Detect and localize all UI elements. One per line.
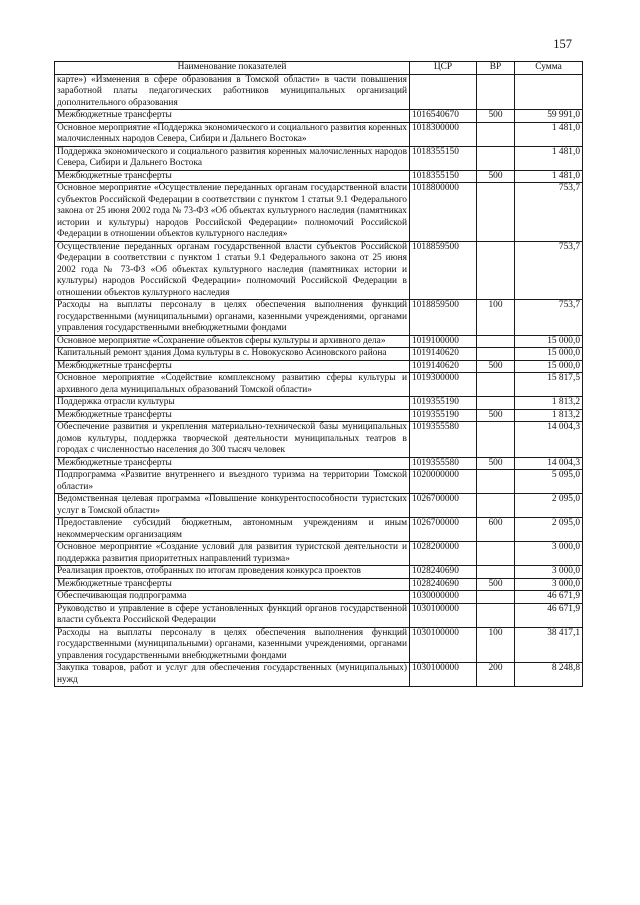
cell-name: Расходы на выплаты персоналу в целях обеспечения выполнения функций государственными (муниципальными) органами, казенными учреждениями, органами управления государственными внебюджетными фондами (55, 300, 410, 336)
cell-csr: 1030100000 (410, 663, 477, 687)
cell-name: Межбюджетные трансферты (55, 578, 410, 591)
cell-csr: 1026700000 (410, 518, 477, 542)
cell-csr: 1018859500 (410, 241, 477, 300)
cell-vr: 600 (477, 518, 515, 542)
cell-vr: 500 (477, 409, 515, 422)
cell-csr: 1030100000 (410, 627, 477, 663)
table-row (55, 542, 583, 566)
cell-csr: 1030000000 (410, 591, 477, 604)
cell-csr: 1019140620 (410, 348, 477, 361)
cell-vr (477, 494, 515, 518)
budget-table (54, 61, 583, 687)
cell-vr (477, 348, 515, 361)
cell-vr (477, 422, 515, 458)
cell-sum: 1 813,2 (515, 409, 583, 422)
cell-csr: 1028240690 (410, 566, 477, 579)
cell-vr (477, 373, 515, 397)
cell-csr: 1018355150 (410, 170, 477, 183)
cell-sum: 5 095,0 (515, 470, 583, 494)
table-row (55, 360, 583, 373)
cell-vr (477, 591, 515, 604)
cell-vr: 100 (477, 300, 515, 336)
cell-sum: 46 671,9 (515, 591, 583, 604)
cell-csr: 1016540670 (410, 110, 477, 123)
table-row (55, 494, 583, 518)
table-row (55, 591, 583, 604)
table-row (55, 122, 583, 146)
cell-name: Основное мероприятие «Сохранение объектов сферы культуры и архивного дела» (55, 335, 410, 348)
cell-sum: 3 000,0 (515, 566, 583, 579)
table-row (55, 348, 583, 361)
cell-sum: 3 000,0 (515, 578, 583, 591)
cell-vr (477, 397, 515, 410)
cell-csr: 1019355580 (410, 422, 477, 458)
cell-name: Поддержка экономического и социального развития коренных малочисленных народов Севера, Сибири и Дальнего Востока (55, 146, 410, 170)
cell-name: Расходы на выплаты персоналу в целях обеспечения выполнения функций государственными (муниципальными) органами, казенными учреждениями, органами управления государственными внебюджетными фондами (55, 627, 410, 663)
table-row (55, 457, 583, 470)
cell-name: Поддержка отрасли культуры (55, 397, 410, 410)
cell-vr (477, 542, 515, 566)
cell-sum: 1 813,2 (515, 397, 583, 410)
table-row (55, 241, 583, 300)
table-row (55, 146, 583, 170)
cell-vr (477, 566, 515, 579)
cell-vr (477, 241, 515, 300)
cell-vr: 500 (477, 110, 515, 123)
cell-csr: 1019100000 (410, 335, 477, 348)
cell-name: Реализация проектов, отобранных по итогам проведения конкурса проектов (55, 566, 410, 579)
cell-sum: 8 248,8 (515, 663, 583, 687)
cell-name: карте») «Изменения в сфере образования в Томской области» в части повышения заработной платы педагогических работников муниципальных организаций дополнительного образования (55, 74, 410, 110)
page-number: 157 (553, 37, 572, 51)
cell-sum: 1 481,0 (515, 122, 583, 146)
table-row (55, 170, 583, 183)
cell-vr (477, 335, 515, 348)
table-row (55, 663, 583, 687)
cell-name: Межбюджетные трансферты (55, 360, 410, 373)
cell-csr: 1028240690 (410, 578, 477, 591)
cell-name: Предоставление субсидий бюджетным, автономным учреждениям и иным некоммерческим организациям (55, 518, 410, 542)
cell-csr: 1018800000 (410, 183, 477, 242)
cell-name: Межбюджетные трансферты (55, 457, 410, 470)
cell-vr: 200 (477, 663, 515, 687)
table-body (55, 74, 583, 687)
cell-csr: 1019140620 (410, 360, 477, 373)
cell-sum: 753,7 (515, 183, 583, 242)
cell-name: Основное мероприятие «Содействие комплексному развитию сферы культуры и архивного дела муниципальных образований Томской области» (55, 373, 410, 397)
cell-name: Основное мероприятие «Создание условий для развития туристской деятельности и поддержка развития приоритетных направлений туризма» (55, 542, 410, 566)
cell-vr: 500 (477, 457, 515, 470)
cell-sum: 15 000,0 (515, 335, 583, 348)
header-vr: ВР (477, 62, 515, 75)
header-name: Наименование показателей (55, 62, 410, 75)
cell-csr: 1030100000 (410, 603, 477, 627)
cell-sum: 15 000,0 (515, 348, 583, 361)
table-row (55, 373, 583, 397)
cell-vr: 500 (477, 360, 515, 373)
cell-name: Ведомственная целевая программа «Повышение конкурентоспособности туристских услуг в Томской области» (55, 494, 410, 518)
cell-vr (477, 470, 515, 494)
table-row (55, 566, 583, 579)
cell-name: Осуществление переданных органам государственной власти субъектов Российской Федерации в соответствии с пунктом 1 статьи 9.1 Федерального закона от 25 июня 2002 года № 73-ФЗ «Об объектах культурного наследия (памятниках истории и культуры) народов Российской Федерации» полномочий Российской Федерации в отношении объектов культурного наследия (55, 241, 410, 300)
cell-vr: 100 (477, 627, 515, 663)
cell-name: Обеспечение развития и укрепления материально-технической базы муниципальных домов культуры, поддержка творческой деятельности муниципальных театров в городах с численностью населения до 300 тысяч человек (55, 422, 410, 458)
table-row (55, 518, 583, 542)
cell-sum: 3 000,0 (515, 542, 583, 566)
table-row (55, 335, 583, 348)
cell-name: Капитальный ремонт здания Дома культуры в с. Новокусково Асиновского района (55, 348, 410, 361)
cell-csr: 1019355580 (410, 457, 477, 470)
cell-vr (477, 603, 515, 627)
header-csr: ЦСР (410, 62, 477, 75)
cell-name: Межбюджетные трансферты (55, 409, 410, 422)
cell-sum: 38 417,1 (515, 627, 583, 663)
cell-name: Руководство и управление в сфере установленных функций органов государственной власти субъекта Российской Федерации (55, 603, 410, 627)
table-row (55, 110, 583, 123)
cell-vr (477, 122, 515, 146)
cell-sum: 15 000,0 (515, 360, 583, 373)
cell-vr (477, 146, 515, 170)
cell-name: Основное мероприятие «Поддержка экономического и социального развития коренных малочисленных народов Севера, Сибири и Дальнего Востока» (55, 122, 410, 146)
cell-csr: 1018300000 (410, 122, 477, 146)
cell-csr: 1028200000 (410, 542, 477, 566)
table-row (55, 397, 583, 410)
table-row (55, 422, 583, 458)
cell-csr: 1026700000 (410, 494, 477, 518)
cell-sum: 14 004,3 (515, 422, 583, 458)
table-row (55, 183, 583, 242)
cell-vr (477, 183, 515, 242)
cell-csr (410, 74, 477, 110)
cell-vr: 500 (477, 578, 515, 591)
cell-sum (515, 74, 583, 110)
cell-sum: 2 095,0 (515, 494, 583, 518)
cell-vr (477, 74, 515, 110)
table-row (55, 603, 583, 627)
cell-csr: 1019355190 (410, 409, 477, 422)
cell-sum: 753,7 (515, 241, 583, 300)
table-header-row (55, 62, 583, 75)
cell-sum: 1 481,0 (515, 170, 583, 183)
table-row (55, 470, 583, 494)
cell-csr: 1018859500 (410, 300, 477, 336)
cell-sum: 1 481,0 (515, 146, 583, 170)
cell-sum: 2 095,0 (515, 518, 583, 542)
cell-csr: 1019355190 (410, 397, 477, 410)
cell-sum: 46 671,9 (515, 603, 583, 627)
cell-name: Основное мероприятие «Осуществление переданных органам государственной власти субъектов Российской Федерации в соответствии с пунктом 1 статьи 9.1 Федерального закона от 25 июня 2002 года № 73-ФЗ «Об объектах культурного наследия (памятниках истории и культуры) народов Российской Федерации» полномочий Российской Федерации в отношении объектов культурного наследия» (55, 183, 410, 242)
table-row (55, 409, 583, 422)
header-sum: Сумма (515, 62, 583, 75)
cell-name: Межбюджетные трансферты (55, 170, 410, 183)
table-row (55, 578, 583, 591)
table-row (55, 74, 583, 110)
cell-sum: 14 004,3 (515, 457, 583, 470)
cell-sum: 15 817,5 (515, 373, 583, 397)
cell-csr: 1019300000 (410, 373, 477, 397)
cell-name: Подпрограмма «Развитие внутреннего и въездного туризма на территории Томской области» (55, 470, 410, 494)
table-row (55, 627, 583, 663)
cell-vr: 500 (477, 170, 515, 183)
cell-sum: 59 991,0 (515, 110, 583, 123)
cell-csr: 1018355150 (410, 146, 477, 170)
cell-name: Межбюджетные трансферты (55, 110, 410, 123)
table-row (55, 300, 583, 336)
cell-name: Закупка товаров, работ и услуг для обеспечения государственных (муниципальных) нужд (55, 663, 410, 687)
cell-sum: 753,7 (515, 300, 583, 336)
cell-name: Обеспечивающая подпрограмма (55, 591, 410, 604)
cell-csr: 1020000000 (410, 470, 477, 494)
